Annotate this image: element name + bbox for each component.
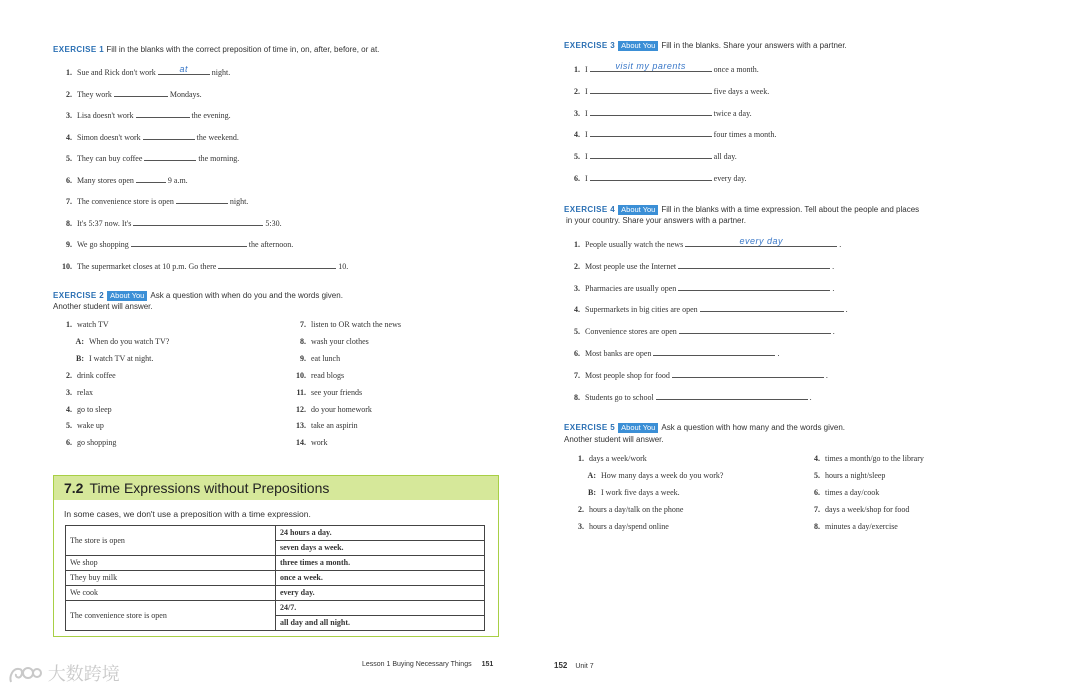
ex5-item-number: 7. (814, 504, 820, 514)
ex3-item-text: I (585, 130, 588, 140)
ex5-item-number: 4. (814, 454, 820, 463)
time-table-row (66, 556, 485, 571)
ex2-item-text: watch TV (77, 320, 109, 329)
time-table-row (66, 526, 485, 541)
ex2-item-number: 8. (300, 336, 306, 346)
ex1-answer-blank[interactable] (133, 217, 263, 226)
ex1-item-9 (56, 238, 293, 250)
exercise-5-label: EXERCISE 5 (564, 423, 616, 432)
ex3-item-ending: every day. (713, 174, 747, 183)
about-you-badge: About You (618, 423, 658, 433)
ex4-item-number: 7. (574, 370, 580, 380)
ex5-item-text: I work five days a week. (601, 487, 680, 497)
about-you-badge: About You (107, 291, 147, 301)
ex2-left-item-4 (56, 371, 116, 381)
ex1-answer-blank[interactable] (144, 152, 196, 161)
ex4-item-ending: . (839, 240, 842, 249)
ex3-handwritten-answer: visit my parents (615, 61, 686, 71)
ex5-right-item-2 (804, 471, 885, 481)
ex1-item-text: We go shopping (77, 240, 129, 249)
ex5-item-number: 6. (814, 487, 820, 497)
ex5-item-text: days a week/work (589, 454, 647, 463)
ex2-item-number: 10. (296, 370, 306, 380)
footer-left (362, 661, 493, 668)
grammar-box-7-2 (53, 475, 499, 637)
time-table-expression: seven days a week. (276, 541, 485, 556)
ex2-item-text: go to sleep (77, 404, 112, 414)
ex4-item-ending: . (845, 305, 848, 315)
exercise-1-instruction: Fill in the blanks with the correct preposition of time in, on, after, before, or at. (106, 45, 380, 54)
ex4-answer-blank[interactable] (653, 347, 775, 356)
ex1-item-1 (56, 66, 230, 78)
ex4-item-ending: . (832, 261, 835, 271)
ex5-left-item-2 (568, 471, 723, 481)
time-table-expression: all day and all night. (276, 616, 485, 631)
ex2-item-text: drink coffee (77, 370, 116, 380)
ex2-item-number: 5. (66, 421, 72, 431)
ex2-item-number: 9. (300, 353, 306, 363)
exercise-4-label: EXERCISE 4 (564, 205, 616, 214)
ex4-item-2 (568, 260, 834, 272)
ex2-item-text: I watch TV at night. (89, 353, 154, 363)
about-you-badge: About You (618, 205, 658, 215)
ex5-right-item-1 (804, 454, 924, 464)
ex2-item-number: 4. (66, 404, 72, 414)
ex2-left-item-1 (56, 320, 109, 330)
time-table-row (66, 586, 485, 601)
ex4-answer-blank[interactable] (656, 391, 808, 400)
ex1-handwritten-answer: at (179, 64, 189, 74)
time-table-subject: We cook (66, 586, 276, 601)
footer-unit: Unit 7 (575, 663, 594, 670)
ex1-item-ending: 9 a.m. (167, 175, 188, 185)
watermark-text: 大数跨境 (47, 664, 120, 685)
ex1-item-ending: night. (211, 68, 231, 77)
about-you-badge: About You (618, 41, 658, 51)
watermark-logo (8, 660, 120, 686)
ex5-item-text: days a week/shop for food (825, 504, 910, 514)
ex4-answer-blank[interactable] (678, 282, 830, 291)
ex4-item-text: Supermarkets in big cities are open (585, 305, 698, 315)
time-table-expression: once a week. (276, 571, 485, 586)
time-table-subject: They buy milk (66, 571, 276, 586)
ex1-item-number: 4. (66, 132, 72, 142)
ex2-item-text: do your homework (311, 404, 372, 414)
ex4-item-6 (568, 347, 779, 359)
ex5-item-text: minutes a day/exercise (825, 521, 898, 531)
ex3-item-text: I (585, 65, 588, 74)
ex5-left-item-3 (568, 488, 680, 498)
exercise-1-label: EXERCISE 1 (53, 45, 105, 54)
ex4-item-number: 3. (574, 283, 580, 293)
ex4-item-text: Most people use the Internet (585, 261, 677, 271)
time-table-subject: The convenience store is open (66, 601, 276, 631)
ex3-item-text: I (585, 152, 588, 162)
ex1-item-number: 10. (62, 261, 72, 271)
exercise-5-subtext: Another student will answer. (564, 435, 664, 444)
time-table-row (66, 571, 485, 586)
ex3-item-number: 2. (574, 86, 580, 96)
exercise-2-subtext: Another student will answer. (53, 302, 153, 311)
ex1-item-text: The supermarket closes at 10 p.m. Go there (77, 261, 217, 271)
ex4-item-8 (568, 391, 812, 403)
ex2-left-item-6 (56, 405, 112, 415)
ex1-item-ending: Mondays. (169, 89, 202, 99)
ex2-item-number: 12. (296, 404, 306, 414)
ex2-right-item-6 (290, 405, 372, 415)
ex2-left-item-8 (56, 438, 116, 448)
ex2-item-text: wash your clothes (311, 336, 369, 346)
ex5-item-number: 2. (578, 504, 584, 514)
exercise-3-instruction: Fill in the blanks. Share your answers with a partner. (661, 41, 847, 50)
ex5-item-number: B: (588, 487, 596, 497)
ex3-item-ending: twice a day. (713, 108, 752, 118)
exercise-4-instruction: Fill in the blanks with a time expression. Tell about the people and places (661, 205, 920, 214)
ex3-answer-blank[interactable] (590, 107, 712, 116)
grammar-box-intro: In some cases, we don't use a preposition with a time expression. (64, 509, 311, 519)
ex2-item-number: 13. (296, 421, 306, 431)
time-table-expression: 24 hours a day. (276, 526, 485, 541)
ex5-item-number: 1. (578, 454, 584, 463)
ex3-item-text: I (585, 174, 588, 183)
ex1-item-number: 8. (66, 218, 72, 228)
time-expressions-table (65, 525, 485, 631)
ex4-item-5 (568, 325, 835, 337)
ex1-answer-blank[interactable] (176, 195, 228, 204)
ex1-item-10 (56, 260, 348, 272)
ex4-item-text: Students go to school (585, 392, 654, 402)
ex4-item-number: 8. (574, 392, 580, 402)
ex1-item-text: The convenience store is open (77, 197, 174, 206)
exercise-1-heading (53, 45, 379, 54)
ex3-item-number: 6. (574, 174, 580, 183)
ex2-item-number: 7. (300, 320, 306, 329)
exercise-2-heading (53, 291, 343, 301)
ex4-answer-blank[interactable] (700, 303, 844, 312)
exercise-4-heading (564, 205, 919, 215)
ex5-left-item-4 (568, 505, 683, 515)
ex1-item-ending: the evening. (191, 111, 231, 120)
ex2-left-item-2 (56, 337, 169, 347)
grammar-box-header (54, 476, 498, 500)
ex4-handwritten-answer: every day (739, 236, 783, 246)
ex1-answer-blank[interactable] (158, 66, 210, 75)
ex4-answer-blank[interactable] (678, 260, 830, 269)
ex2-item-text: relax (77, 387, 93, 397)
ex3-item-ending: five days a week. (713, 86, 770, 96)
ex5-left-item-5 (568, 522, 669, 532)
ex2-left-item-3 (56, 354, 153, 364)
ex4-item-text: People usually watch the news (585, 240, 684, 249)
ex1-item-text: It's 5:37 now. It's (77, 218, 132, 228)
ex2-item-text: see your friends (311, 387, 363, 397)
exercise-5-instruction: Ask a question with how many and the words given. (661, 423, 846, 432)
ex4-answer-blank[interactable] (679, 325, 831, 334)
ex2-item-number: 2. (66, 370, 72, 380)
ex5-item-number: 5. (814, 470, 820, 480)
ex2-item-number: A: (75, 336, 84, 346)
ex3-item-ending: all day. (713, 152, 737, 162)
time-table-expression: three times a month. (276, 556, 485, 571)
ex2-item-number: B: (76, 353, 84, 363)
ex4-answer-blank[interactable] (672, 369, 824, 378)
ex3-item-5 (568, 150, 737, 162)
ex4-item-ending: . (825, 370, 828, 380)
ex3-answer-blank[interactable] (590, 150, 712, 159)
ex2-item-text: work (311, 438, 328, 448)
ex2-right-item-2 (290, 337, 369, 347)
ex2-item-text: take an aspirin (311, 421, 358, 431)
ex5-item-number: 8. (814, 521, 820, 531)
ex4-item-ending: . (777, 349, 780, 358)
ex1-answer-blank[interactable] (131, 238, 247, 247)
ex1-item-7 (56, 195, 248, 207)
ex3-item-text: I (585, 108, 588, 118)
time-table-row (66, 601, 485, 616)
ex1-answer-blank[interactable] (136, 109, 190, 118)
ex2-item-text: eat lunch (311, 353, 341, 363)
exercise-2-label: EXERCISE 2 (53, 291, 105, 300)
watermark-logo-icon (8, 664, 42, 686)
grammar-box-title: Time Expressions without Prepositions (89, 480, 330, 496)
ex1-item-number: 3. (66, 111, 72, 120)
ex2-right-item-7 (290, 421, 358, 431)
ex1-item-ending: the morning. (198, 154, 240, 163)
footer-page-151: 151 (481, 661, 494, 668)
exercise-3-heading (564, 41, 847, 51)
ex1-item-text: They can buy coffee (77, 154, 143, 163)
ex5-left-item-1 (568, 454, 647, 464)
ex1-item-8 (56, 217, 282, 229)
ex5-item-text: hours a night/sleep (825, 470, 886, 480)
ex1-item-text: Simon doesn't work (77, 132, 141, 142)
ex2-right-item-5 (290, 388, 362, 398)
ex3-item-number: 4. (574, 130, 580, 140)
ex3-item-6 (568, 172, 746, 184)
ex5-right-item-4 (804, 505, 909, 515)
ex1-item-text: They work (77, 89, 112, 99)
ex3-item-number: 5. (574, 152, 580, 162)
ex3-item-ending: four times a month. (713, 130, 777, 140)
ex4-item-ending: . (809, 392, 812, 402)
ex5-item-text: hours a day/talk on the phone (589, 504, 684, 514)
ex3-item-4 (568, 128, 776, 140)
ex3-item-ending: once a month. (713, 65, 759, 74)
ex4-item-text: Pharmacies are usually open (585, 283, 677, 293)
ex4-item-number: 6. (574, 349, 580, 358)
ex2-item-text: listen to OR watch the news (311, 320, 401, 329)
exercise-2-instruction: Ask a question with when do you and the words given. (150, 291, 343, 300)
ex1-item-ending: the weekend. (196, 132, 239, 142)
time-table-subject: We shop (66, 556, 276, 571)
ex2-left-item-7 (56, 421, 104, 431)
ex1-item-number: 7. (66, 197, 72, 206)
ex4-item-number: 2. (574, 261, 580, 271)
exercise-5-heading (564, 423, 845, 433)
ex3-item-2 (568, 85, 769, 97)
ex3-item-text: I (585, 86, 588, 96)
ex2-item-number: 3. (66, 387, 72, 397)
ex3-item-1 (568, 63, 759, 75)
ex1-item-text: Sue and Rick don't work (77, 68, 156, 77)
ex3-answer-blank[interactable] (590, 128, 712, 137)
ex2-left-item-5 (56, 388, 93, 398)
ex2-item-number: 6. (66, 438, 72, 448)
ex4-item-number: 1. (574, 240, 580, 249)
ex5-right-item-5 (804, 522, 898, 532)
ex1-item-ending: 10. (338, 261, 349, 271)
ex2-right-item-1 (290, 320, 401, 330)
ex2-item-number: 11. (296, 387, 306, 397)
ex1-item-ending: the afternoon. (248, 240, 294, 249)
ex4-item-1 (568, 238, 841, 250)
ex5-item-text: How many days a week do you work? (601, 470, 724, 480)
footer-right (554, 661, 594, 670)
ex1-item-3 (56, 109, 231, 121)
ex2-item-text: go shopping (77, 438, 117, 448)
ex4-item-text: Convenience stores are open (585, 327, 677, 337)
ex4-answer-blank[interactable] (685, 238, 837, 247)
ex1-item-2 (56, 88, 202, 100)
ex4-item-4 (568, 303, 848, 315)
ex1-answer-blank[interactable] (136, 174, 166, 183)
ex3-answer-blank[interactable] (590, 85, 712, 94)
time-table-expression: every day. (276, 586, 485, 601)
ex2-item-number: 1. (66, 320, 72, 329)
ex1-item-5 (56, 152, 239, 164)
ex5-right-item-3 (804, 488, 879, 498)
ex1-item-ending: 5:30. (265, 218, 282, 228)
ex3-answer-blank[interactable] (590, 172, 712, 181)
ex5-item-text: times a day/cook (825, 487, 880, 497)
ex1-item-text: Many stores open (77, 175, 134, 185)
ex4-item-text: Most banks are open (585, 349, 652, 358)
ex3-answer-blank[interactable] (590, 63, 712, 72)
ex3-item-number: 1. (574, 65, 580, 74)
ex4-item-number: 4. (574, 305, 580, 315)
ex1-item-number: 2. (66, 89, 72, 99)
ex2-right-item-3 (290, 354, 340, 364)
footer-page-152: 152 (554, 661, 568, 670)
ex1-item-number: 1. (66, 68, 72, 77)
footer-lesson-title: Lesson 1 Buying Necessary Things (362, 661, 472, 668)
ex5-item-text: hours a day/spend online (589, 521, 669, 531)
ex1-answer-blank[interactable] (218, 260, 336, 269)
ex1-item-4 (56, 131, 239, 143)
ex2-item-number: 14. (296, 438, 306, 448)
exercise-3-label: EXERCISE 3 (564, 41, 616, 50)
exercise-4-subtext: in your country. Share your answers with a partner. (566, 216, 746, 225)
ex1-answer-blank[interactable] (114, 88, 168, 97)
ex5-item-number: 3. (578, 521, 584, 531)
ex2-right-item-8 (290, 438, 327, 448)
ex5-item-number: A: (587, 470, 596, 480)
ex4-item-number: 5. (574, 327, 580, 337)
ex2-item-text: When do you watch TV? (89, 336, 170, 346)
grammar-box-number: 7.2 (64, 480, 84, 496)
ex1-answer-blank[interactable] (143, 131, 195, 140)
ex1-item-ending: night. (229, 197, 249, 206)
ex4-item-3 (568, 282, 834, 294)
ex4-item-ending: . (832, 283, 835, 293)
ex1-item-6 (56, 174, 188, 186)
ex1-item-number: 9. (66, 240, 72, 249)
ex4-item-7 (568, 369, 828, 381)
ex2-item-text: wake up (77, 421, 104, 431)
ex1-item-text: Lisa doesn't work (77, 111, 134, 120)
ex3-item-number: 3. (574, 108, 580, 118)
ex4-item-text: Most people shop for food (585, 370, 670, 380)
time-table-subject: The store is open (66, 526, 276, 556)
ex5-item-text: times a month/go to the library (825, 454, 924, 463)
ex2-item-text: read blogs (311, 370, 345, 380)
time-table-expression: 24/7. (276, 601, 485, 616)
ex1-item-number: 5. (66, 154, 72, 163)
ex4-item-ending: . (832, 327, 835, 337)
ex3-item-3 (568, 107, 752, 119)
ex1-item-number: 6. (66, 175, 72, 185)
ex2-right-item-4 (290, 371, 344, 381)
